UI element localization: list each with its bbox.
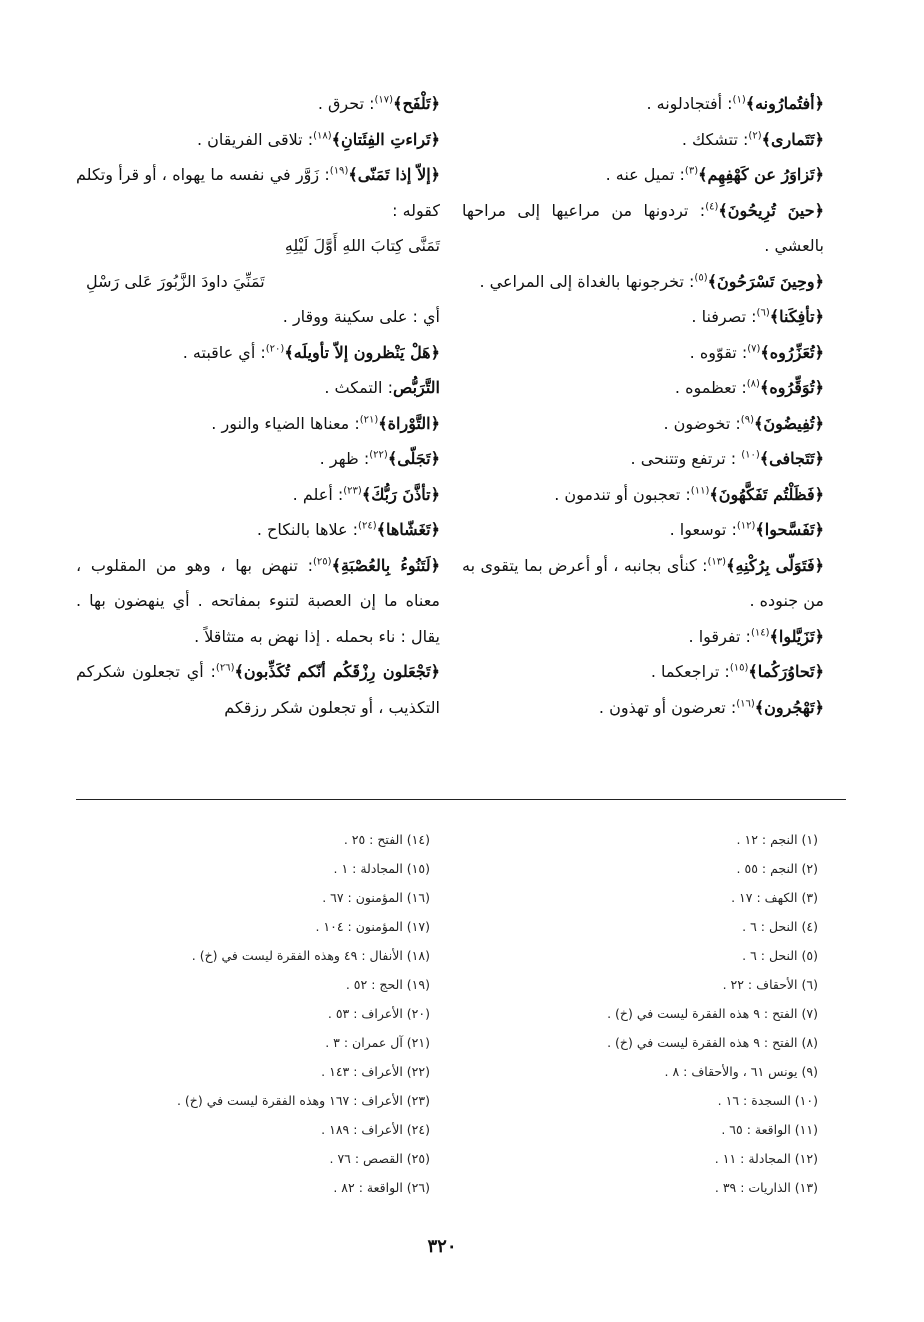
definition: : تعرضون أو تهذون . [598,697,737,717]
footnote: (٢٠) الأعراف : ٥٣ . [327,1006,430,1021]
glossary-entry: ﴿تَفَسَّحوا﴾$^{(١٢)}$: توسعوا . [669,520,824,539]
footnote: (٢١) آل عمران : ٣ . [325,1035,430,1050]
footnote: (١٣) الذاريات : ٣٩ . [714,1180,818,1195]
footnote: (٥) النحل : ٦ . [742,948,818,963]
footnote: (٢٦) الواقعة : ٨٢ . [333,1180,430,1195]
footnote-ref: (٣) [684,165,699,177]
footnote: (١٦) المؤمنون : ٦٧ . [322,890,430,905]
footnote-ref: (١) [732,94,746,106]
definition: : أعلم . [292,484,344,504]
footnote: (٢٤) الأعراف : ١٨٩ . [321,1122,430,1137]
definition: : تخوضون . [663,413,741,433]
quranic-term: إلاّ إذا تَمَنّى [357,165,431,184]
quranic-term: تَهْجُرون [764,697,815,717]
definition: : أفتجادلونه . [646,94,733,113]
glossary-column-left [76,86,440,725]
definition: : تفرقوا . [688,626,751,646]
quranic-term: تَزَيَّلوا [778,626,815,646]
glossary-column-right [462,86,824,725]
footnote: (٢) النجم : ٥٥ . [736,861,818,876]
glossary-entry: ﴿تَزاوَرُ عن كَهْفِهِم﴾$^{(٣)}$: تميل عنه . [605,165,824,184]
definition: : علاها بالنكاح . [256,520,359,539]
glossary-entry: ﴿هَلْ يَنْظرون إلاّ تأويلَه﴾$^{(٢٠)}$: أي عاقبته . [182,342,440,362]
footnote: (١٢) المجادلة : ١١ . [714,1151,818,1166]
footnote: (٨) الفتح : ٩ هذه الفقرة ليست في (خ) . [607,1035,818,1050]
glossary-entry: ﴿تَحاوُرَكُما﴾$^{(١٥)}$: تراجعكما . [650,662,824,681]
footnote-ref: (٢٦) [215,662,235,674]
verse-explanation: أي : على سكينة ووقار . [282,307,440,326]
quranic-term: تَراءتِ الفِئَتانِ [341,129,431,149]
glossary-entry: ﴿تَجَلّى﴾$^{(٢٢)}$: ظهر . [319,449,440,468]
footnote: (٤) النحل : ٦ . [742,919,818,934]
quranic-term: وحِينَ تَسْرَحُونَ [716,271,815,291]
footnote: (٦) الأحقاف : ٢٢ . [722,977,818,992]
glossary-entry: ﴿تَراءتِ الفِئَتانِ﴾$^{(١٨)}$: تلاقى الفريقان . [196,129,440,149]
definition: : معناها الضياء والنور . [211,413,360,433]
glossary-entry: ﴿حينَ تُرِيحُونَ﴾$^{(٤)}$: تردونها من مراعيها إلى مراحها بالعشي . [462,200,825,255]
definition: : تميل عنه . [605,165,685,184]
footnote-ref: (٢٣) [343,485,362,497]
glossary-entry: ﴿تُعَزِّرُوه﴾$^{(٧)}$: تقوّوه . [689,342,824,362]
footnote-ref: (٢٠) [265,343,285,355]
footnote: (٣) الكهف : ١٧ . [731,890,818,905]
glossary-entry: ﴿تُوَقِّرُوه﴾$^{(٨)}$: تعظموه . [674,378,824,397]
quranic-term: لَتَنُوءُ بِالعُصْبَةِ [340,555,431,575]
glossary-entry: ﴿تَتَجافى﴾$^{(١٠)}$ : ترتفع وتتنحى . [630,449,824,468]
quranic-term: تَغَشّاها [385,520,431,539]
footnote: (١٤) الفتح : ٢٥ . [343,832,430,847]
footnote: (٢٥) القصص : ٧٦ . [329,1151,430,1166]
footnote-ref: (١٣) [707,556,727,568]
definition: : ظهر . [319,449,370,468]
footnote: (٧) الفتح : ٩ هذه الفقرة ليست في (خ) . [607,1006,818,1021]
glossary-entry: ﴿فَظَلْتُم تَفَكَّهُونَ﴾$^{(١١)}$: تعجبون أو تندمون . [554,484,824,504]
footnote-divider [76,799,846,800]
glossary-entry: ﴿تَهْجُرون﴾$^{(١٦)}$: تعرضون أو تهذون . [598,697,824,717]
definition: : كنأى بجانبه ، أو أعرض بما يتقوى به من جنوده . [462,555,824,610]
quranic-term: تَزاوَرُ عن كَهْفِهِم [707,165,815,184]
definition: : تحرق . [317,94,375,113]
footnote: (١٧) المؤمنون : ١٠٤ . [315,919,430,934]
glossary-entry: ﴿تَتَمارى﴾$^{(٢)}$: تتشكك . [681,129,824,149]
footnote-ref: (٢٤) [358,520,377,532]
poetry-verse-first-hemistich: تَمَنَّى كِتابَ اللهِ أَوَّلَ لَيْلِهِ [284,236,440,255]
quranic-term: تَتَمارى [770,129,815,149]
quranic-term: تَحاوُرَكُما [757,662,815,681]
quranic-term: تَجْعَلون رِزْقَكُم أنّكم تُكَذِّبون [243,662,431,681]
footnote: (٩) يونس ٦١ ، والأحقاف : ٨ . [664,1064,818,1079]
glossary-entry: ﴿تَلْفَح﴾$^{(١٧)}$: تحرق . [317,94,440,113]
poetry-verse-second-hemistich: تَمَنِّيَ داودَ الزَّبُورَ عَلى رَسْلِ [86,271,265,291]
footnote: (١٨) الأنفال : ٤٩ وهذه الفقرة ليست في (خ) . [191,948,430,963]
glossary-entry: ﴿تأذَّنَ رَبُّكَ﴾$^{(٢٣)}$: أعلم . [292,484,440,504]
definition: : تراجعكما . [650,662,730,681]
definition: : زَوَّر في نفسه ما يهواه ، أو قرأ وتكلم كقوله : [76,165,440,220]
quranic-term: أفتُمارُونه [755,94,815,113]
footnote-ref: (٥) [694,272,708,284]
definition: : تلاقى الفريقان . [196,129,314,149]
footnote: (٢٢) الأعراف : ١٤٣ . [321,1064,430,1079]
definition: : تردونها من مراعيها إلى مراحها بالعشي . [462,200,824,255]
footnote: (٢٣) الأعراف : ١٦٧ وهذه الفقرة ليست في (خ) . [176,1093,430,1108]
footnote-ref: (١٩) [329,165,349,177]
quranic-term: تَجَلّى [397,449,431,468]
glossary-entry: ﴿أفتُمارُونه﴾$^{(١)}$: أفتجادلونه . [646,94,824,113]
definition: : تنهض بها ، وهو من المقلوب ، معناه ما إن العصبة لتنوء بمفاتحه . أي ينهضون بها . يقال : ناء بحمله . إذا نهض به متثاقلاً . [76,555,440,646]
footnote: (١٠) السجدة : ١٦ . [717,1093,818,1108]
quranic-term: التَّوْراة [387,413,431,433]
definition: : ترتفع وتتنحى . [630,449,742,468]
quranic-term: هَلْ يَنْظرون إلاّ تأويلَه [293,342,431,362]
glossary-entry: ﴿فَتَوَلّى بِرُكْنِهِ﴾$^{(١٣)}$: كنأى بجانبه ، أو أعرض بما يتقوى به من جنوده . [462,555,825,610]
page-number: ٣٢٠ [427,1236,457,1257]
quranic-term: تَفَسَّحوا [764,520,815,539]
definition: : تقوّوه . [689,342,748,362]
footnotes-right-column [560,825,818,1202]
footnote-ref: (٧) [747,343,761,355]
footnote-ref: (٢٥) [313,556,332,568]
footnotes-left-column [120,825,430,1202]
glossary-entry: ﴿لَتَنُوءُ بِالعُصْبَةِ﴾$^{(٢٥)}$: تنهض بها ، وهو من المقلوب ، معناه ما إن العصبة لتنوء بمفاتحه . أي ينهضون بها . يقال : ناء بحمله . إذا نهض به متثاقلاً . [76,555,441,646]
glossary-entry: ﴿تُفِيضُونَ﴾$^{(٩)}$: تخوضون . [663,413,824,433]
glossary-entry: ﴿تَجْعَلون رِزْقَكُم أنّكم تُكَذِّبون﴾$^{(٢٦)}$: أي تجعلون شكركم التكذيب ، أو تجعلون شكر رزقكم [76,662,440,717]
glossary-entry: ﴿تَغَشّاها﴾$^{(٢٤)}$: علاها بالنكاح . [256,520,440,539]
definition: : أي عاقبته . [182,342,266,362]
footnote-ref: (٦) [756,307,770,319]
footnote: (١) النجم : ١٢ . [736,832,818,847]
footnote-ref: (١٦) [736,698,755,710]
definition: : تعظموه . [674,378,747,397]
definition: : تخرجونها بالغداة إلى المراعي . [479,271,695,291]
footnote: (١١) الواقعة : ٦٥ . [721,1122,818,1137]
quranic-term: تَتَجافى [769,449,815,468]
glossary-entry: ﴿تأفِكَنا﴾$^{(٦)}$: تصرفنا . [691,307,824,326]
definition: : تصرفنا . [691,307,757,326]
footnote-ref: (١٧) [374,94,394,106]
quranic-term: فَتَوَلّى بِرُكْنِهِ [735,555,815,575]
footnote: (١٩) الحج : ٥٢ . [345,977,430,992]
quranic-term: تأذَّنَ رَبُّكَ [371,484,431,504]
footnote-ref: (١٢) [736,520,756,532]
definition: : أي تجعلون شكركم التكذيب ، أو تجعلون شكر رزقكم [76,662,440,717]
glossary-entry: ﴿تَزَيَّلوا﴾$^{(١٤)}$: تفرقوا . [688,626,824,646]
footnote-ref: (١٠) [741,449,760,461]
footnote-ref: (٨) [746,378,760,390]
quranic-term: تأفِكَنا [779,307,815,326]
quranic-term: تُوَقِّرُوه [769,378,815,397]
glossary-entry: ﴿وحِينَ تَسْرَحُونَ﴾$^{(٥)}$: تخرجونها بالغداة إلى المراعي . [479,271,824,291]
footnote-ref: (١٨) [313,130,332,142]
glossary-entry: ﴿التَّوْراة﴾$^{(٢١)}$: معناها الضياء والنور . [211,413,440,433]
footnote-ref: (٤) [705,201,719,213]
definition: : تتشكك . [681,129,749,149]
footnote-ref: (٢١) [359,414,379,426]
definition: : توسعوا . [669,520,737,539]
quranic-term: حينَ تُرِيحُونَ [727,200,815,220]
footnote: (١٥) المجادلة : ١ . [333,861,430,876]
footnote-ref: (٩) [740,414,754,426]
footnote-ref: (١٥) [729,662,749,674]
definition: : التمكث . [324,378,393,397]
glossary-entry: ﴿إلاّ إذا تَمَنّى﴾$^{(١٩)}$: زَوَّر في نفسه ما يهواه ، أو قرأ وتكلم كقوله : [76,165,441,220]
glossary-entry [76,370,440,406]
definition: : تعجبون أو تندمون . [554,484,691,504]
footnote-ref: (١٤) [750,627,770,639]
plain-term: التَّرَبُّص [392,378,440,397]
quranic-term: فَظَلْتُم تَفَكَّهُونَ [718,484,815,504]
footnote-ref: (٢٢) [369,449,388,461]
quranic-term: تُعَزِّرُوه [769,342,815,362]
quranic-term: تَلْفَح [402,94,431,113]
footnote-ref: (١١) [690,485,710,497]
footnote-ref: (٢) [748,130,762,142]
quranic-term: تُفِيضُونَ [763,413,815,433]
